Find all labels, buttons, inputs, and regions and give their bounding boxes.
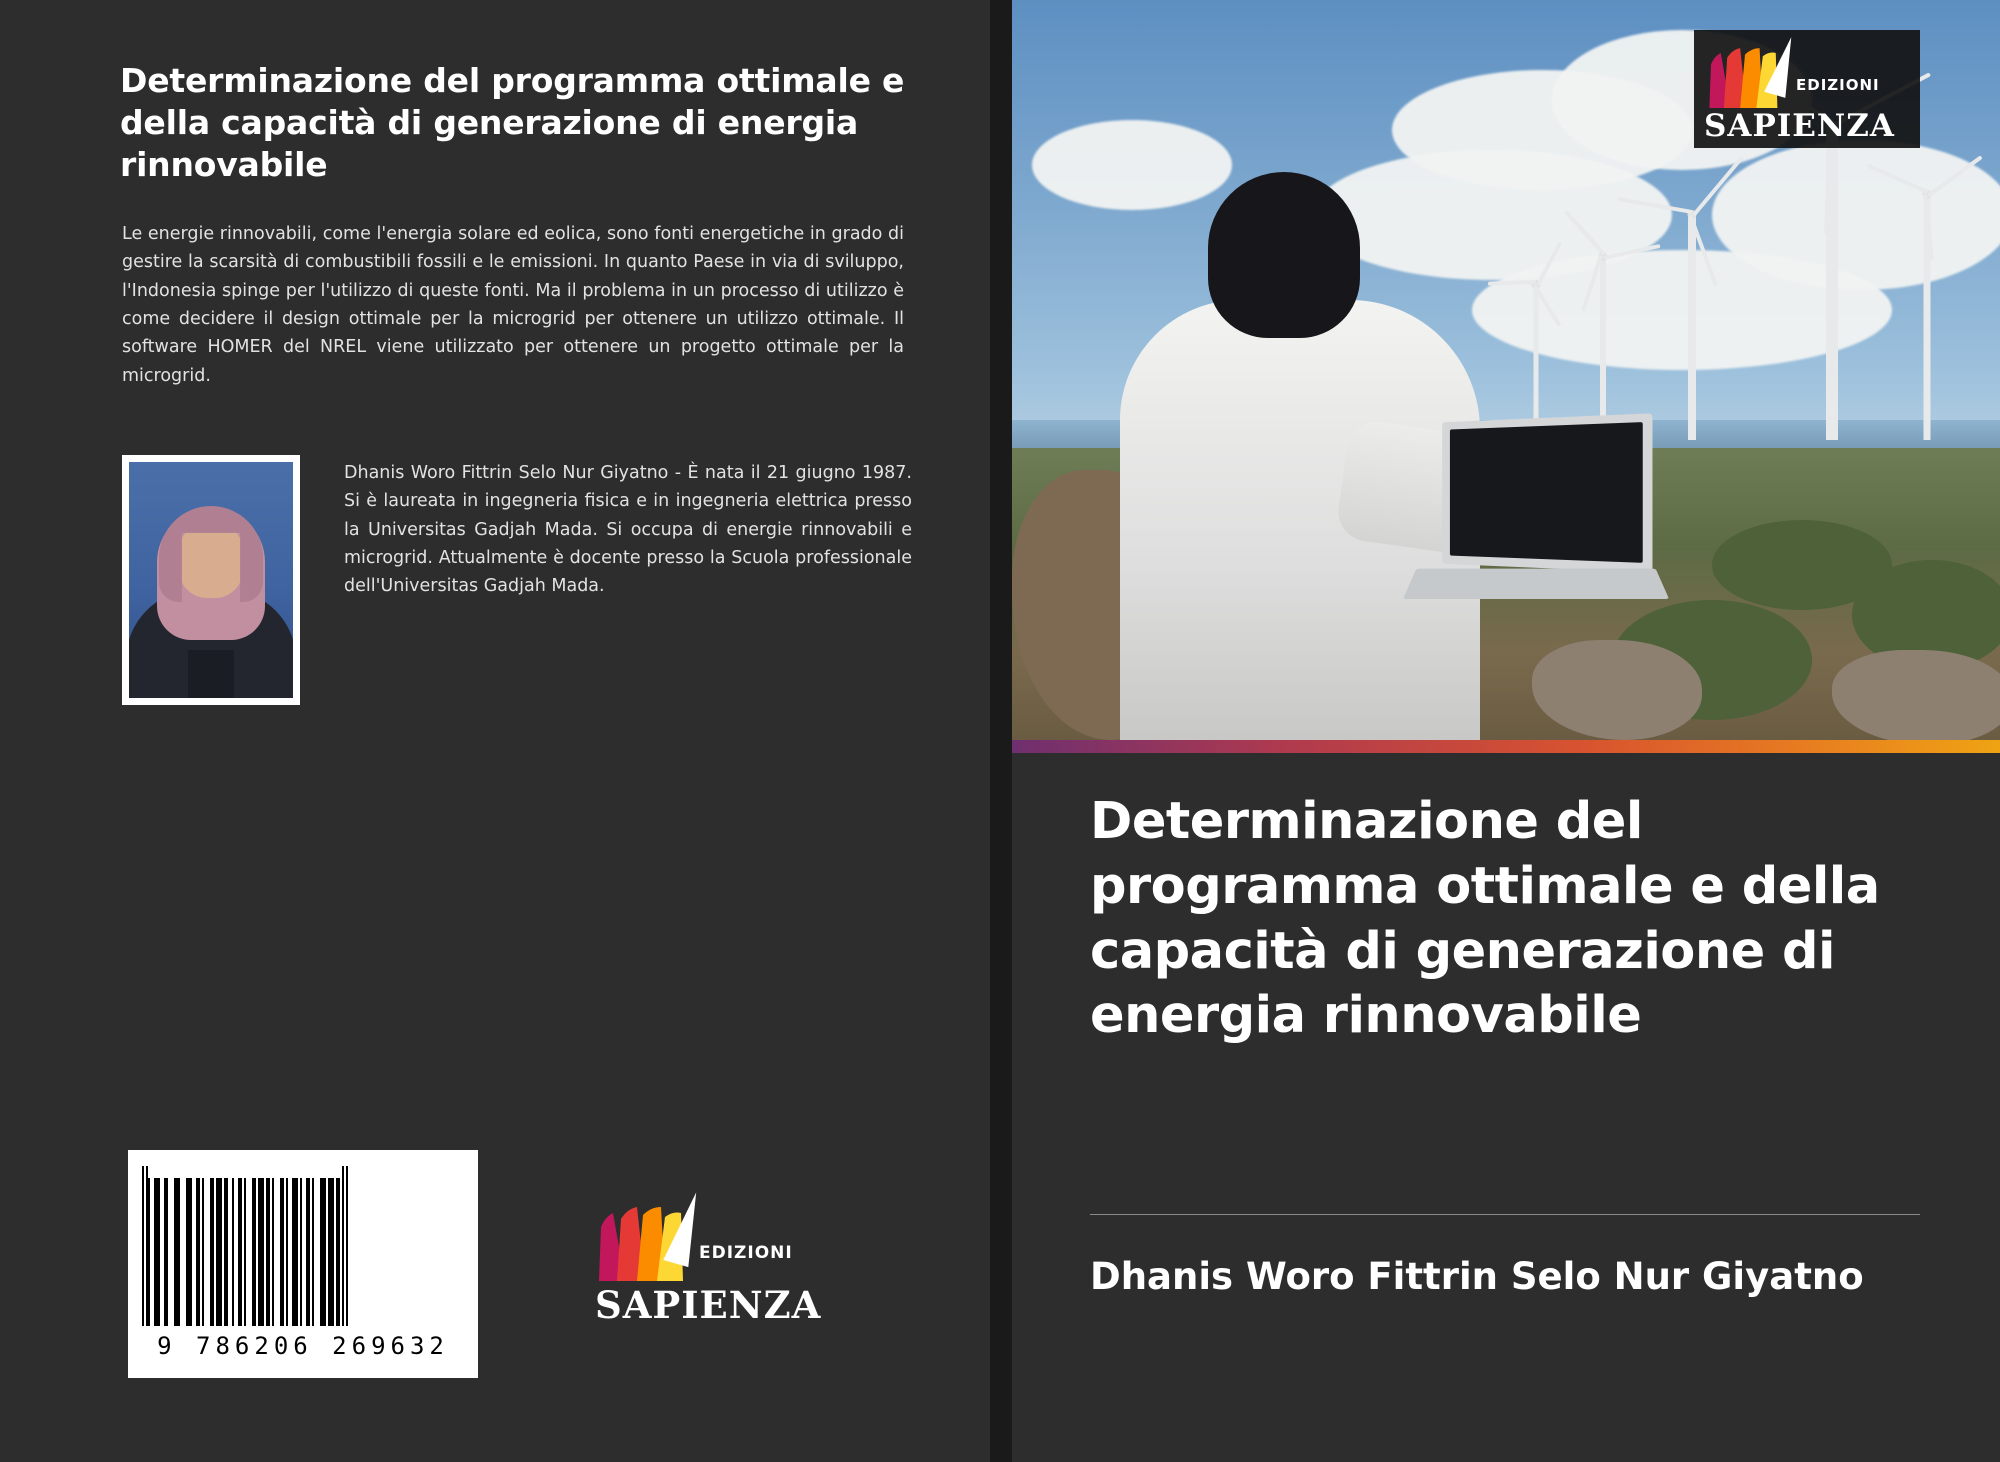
- portrait-collar-shape: [188, 650, 234, 698]
- publisher-fan-icon: [595, 1195, 715, 1281]
- author-portrait-image: [129, 462, 293, 698]
- person-head: [1208, 172, 1360, 338]
- publisher-logo-back: [595, 1195, 825, 1327]
- rock-shape: [1832, 650, 2000, 740]
- barcode-bars: [142, 1166, 464, 1326]
- cover-photo: [1012, 0, 2000, 740]
- back-cover: [0, 0, 990, 1462]
- front-cover-author: Dhanis Woro Fittrin Selo Nur Giyatno: [1090, 1255, 1864, 1298]
- back-cover-title: Determinazione del programma ottimale e della capacità di generazione di energia rinnovabile: [120, 61, 905, 185]
- barcode-number: 9 786206 269632: [157, 1332, 449, 1360]
- publisher-name-top: EDIZIONI: [1796, 76, 1880, 94]
- publisher-name-main: SAPIENZA: [595, 1283, 822, 1327]
- author-biography: Dhanis Woro Fittrin Selo Nur Giyatno - È nata il 21 giugno 1987. Si è laureata in ingegneria fisica e in ingegneria elettrica presso la Universitas Gadjah Mada. Si occupa di energie rinnovabili e microgrid. Attualmente è docente presso la Scuola professionale dell'Universitas Gadjah Mada.: [344, 463, 912, 597]
- publisher-logo-front: [1694, 30, 1920, 148]
- wind-turbine: [1892, 190, 1962, 440]
- laptop-screen: [1442, 413, 1652, 573]
- spine-divider: [990, 0, 1012, 1462]
- front-cover-title: Determinazione del programma ottimale e della capacità di generazione di energia rinnovabile: [1090, 792, 1880, 1046]
- cloud-shape: [1032, 120, 1232, 210]
- accent-gradient-bar: [1012, 740, 2000, 753]
- wind-turbine: [1652, 210, 1732, 440]
- title-author-divider: [1090, 1214, 1920, 1215]
- back-cover-abstract: Le energie rinnovabili, come l'energia solare ed eolica, sono fonti energetiche in grado di gestire la scarsità di combustibili fossili e le emissioni. In quanto Paese in via di sviluppo, l'Indonesia spinge per l'utilizzo di queste fonti. Ma il problema in un processo di utilizzo è come decidere il design ottimale per la microgrid per ottenere un utilizzo ottimale. Il software HOMER del NREL viene utilizzato per ottenere un progetto ottimale per la microgrid.: [122, 224, 904, 386]
- publisher-name-top: EDIZIONI: [699, 1243, 793, 1263]
- author-photo-frame: [122, 455, 300, 705]
- barcode: [128, 1150, 478, 1378]
- publisher-fan-icon: [1704, 38, 1812, 108]
- front-cover: [1012, 0, 2000, 1462]
- laptop-keyboard: [1403, 569, 1669, 599]
- publisher-name-main: SAPIENZA: [1704, 108, 1895, 144]
